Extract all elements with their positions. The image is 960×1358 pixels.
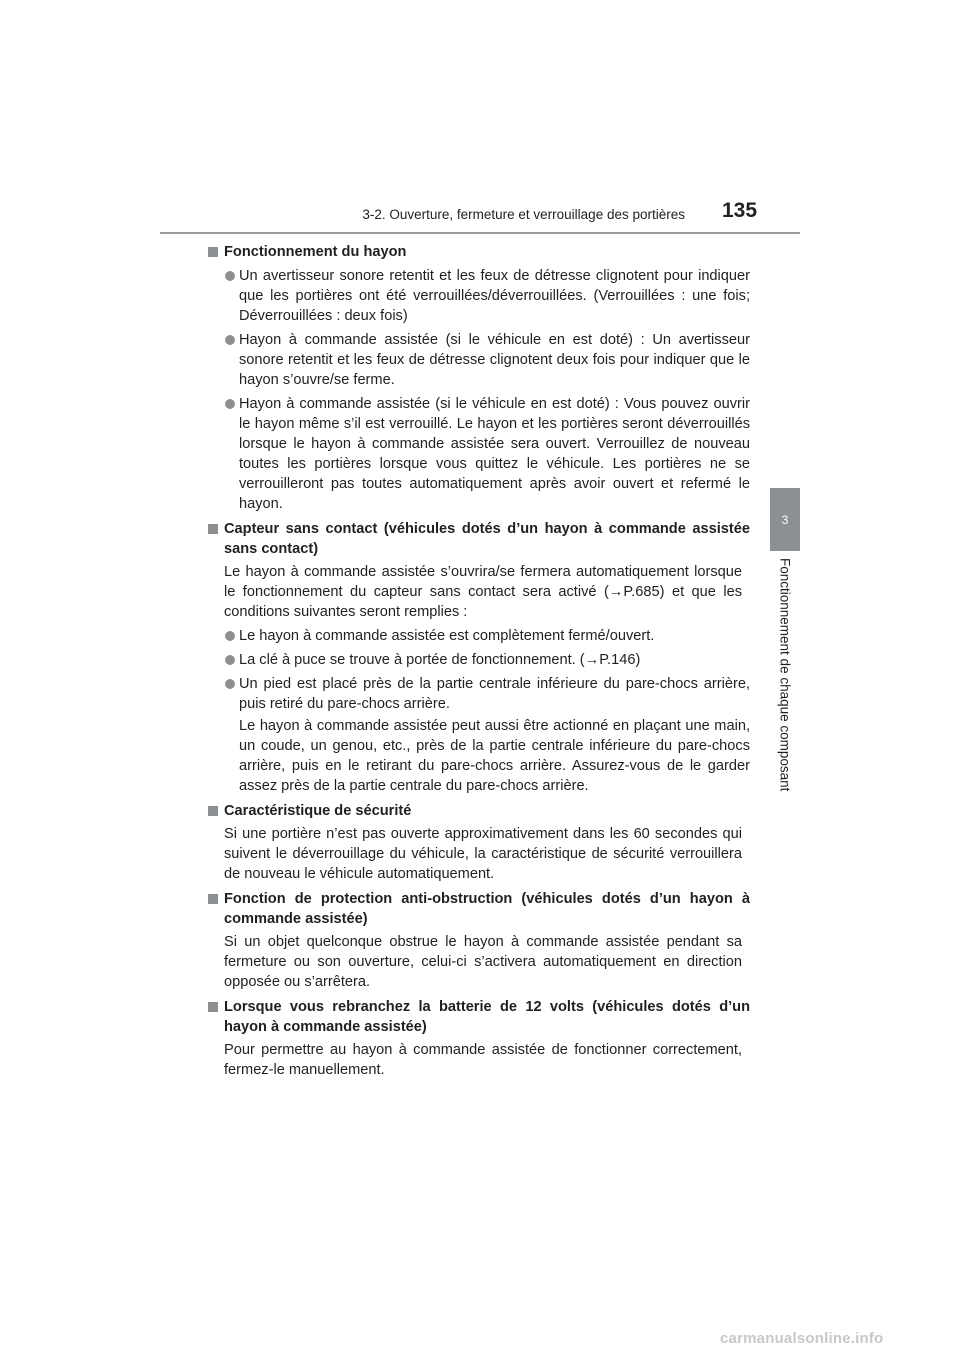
header-divider xyxy=(160,232,800,234)
section-text: Pour permettre au hayon à commande assistée de fonctionner correctement, fermez-le manuellement. xyxy=(224,1042,742,1078)
circle-bullet-icon xyxy=(225,679,235,689)
section-anti-obstruction xyxy=(208,889,750,992)
page-number: 135 xyxy=(722,199,758,222)
section-text: Le hayon à commande assistée s’ouvrira/se fermera automatiquement lorsque le fonctionnement du capteur sans contact sera activé (→P.685) et que les conditions suivantes seront remplies : xyxy=(224,564,742,620)
section-title: Fonction de protection anti-obstruction (véhicules dotés d’un hayon à commande assistée) xyxy=(224,891,750,927)
square-bullet-icon xyxy=(208,1002,218,1012)
section-title: Capteur sans contact (véhicules dotés d’un hayon à commande assistée sans contact) xyxy=(224,521,750,557)
list-item: Hayon à commande assistée (si le véhicule en est doté) : Un avertisseur sonore retentit et les feux de détresse clignotent deux fois pour indiquer que le hayon s’ouvre/se ferme. xyxy=(208,330,750,390)
list-item: Un pied est placé près de la partie centrale inférieure du pare-chocs arrière, puis retiré du pare-chocs arrière. Le hayon à commande assistée peut aussi être actionné en plaçant une main, un coude, un genou, etc., près de la partie centrale inférieure du pare-chocs arrière, puis en le retirant du pare-chocs arrière. Assurez-vous de le garder assez près de la partie centrale du pare-chocs arrière. xyxy=(208,674,750,796)
section-capteur xyxy=(208,519,750,796)
page-content xyxy=(208,242,750,1085)
square-bullet-icon xyxy=(208,524,218,534)
section-title: Fonctionnement du hayon xyxy=(224,244,407,260)
list-item: Un avertisseur sonore retentit et les feux de détresse clignotent pour indiquer que les portières ont été verrouillées/déverrouillées. (Verrouillées : une fois; Déverrouillées : deux fois) xyxy=(208,266,750,326)
section-securite xyxy=(208,801,750,884)
section-text: Si une portière n’est pas ouverte approximativement dans les 60 secondes qui suivent le déverrouillage du véhicule, la caractéristique de sécurité verrouillera de nouveau le véhicule automatiquement. xyxy=(224,826,742,882)
circle-bullet-icon xyxy=(225,399,235,409)
section-title: Caractéristique de sécurité xyxy=(224,803,412,819)
bullet-continuation: Le hayon à commande assistée peut aussi être actionné en plaçant une main, un coude, un genou, etc., près de la partie centrale inférieure du pare-chocs arrière, puis en le retirant du pare-chocs arrière. Assurez-vous de le garder assez près de la partie centrale du pare-chocs arrière. xyxy=(239,718,750,794)
list-item: Le hayon à commande assistée est complètement fermé/ouvert. xyxy=(208,626,750,646)
square-bullet-icon xyxy=(208,894,218,904)
section-text: Si un objet quelconque obstrue le hayon à commande assistée pendant sa fermeture ou son ouverture, celui-ci s’activera automatiquement en direction opposée ou s’arrêtera. xyxy=(224,934,742,990)
header-section-title: 3-2. Ouverture, fermeture et verrouillage des portières xyxy=(362,207,685,222)
chapter-label: Fonctionnement de chaque composant xyxy=(777,558,793,792)
square-bullet-icon xyxy=(208,247,218,257)
section-batterie xyxy=(208,997,750,1080)
list-item: Hayon à commande assistée (si le véhicule en est doté) : Vous pouvez ouvrir le hayon même s’il est verrouillé. Le hayon et les portières seront déverrouillés lorsque le hayon à commande assistée sera ouvert. Verrouillez de nouveau toutes les portières lorsque vous quittez le véhicule. Les portières ne se verrouilleront pas toutes automatiquement après avoir ouvert et refermé le hayon. xyxy=(208,394,750,514)
circle-bullet-icon xyxy=(225,271,235,281)
list-item: La clé à puce se trouve à portée de fonctionnement. (→P.146) xyxy=(208,650,750,670)
circle-bullet-icon xyxy=(225,335,235,345)
chapter-side-label xyxy=(770,551,800,799)
chapter-number: 3 xyxy=(781,512,789,527)
watermark-text: carmanualsonline.info xyxy=(720,1330,884,1347)
section-title: Lorsque vous rebranchez la batterie de 12 volts (véhicules dotés d’un hayon à commande assistée) xyxy=(224,999,750,1035)
circle-bullet-icon xyxy=(225,655,235,665)
circle-bullet-icon xyxy=(225,631,235,641)
chapter-tab xyxy=(770,488,800,551)
section-hayon xyxy=(208,242,750,514)
square-bullet-icon xyxy=(208,806,218,816)
